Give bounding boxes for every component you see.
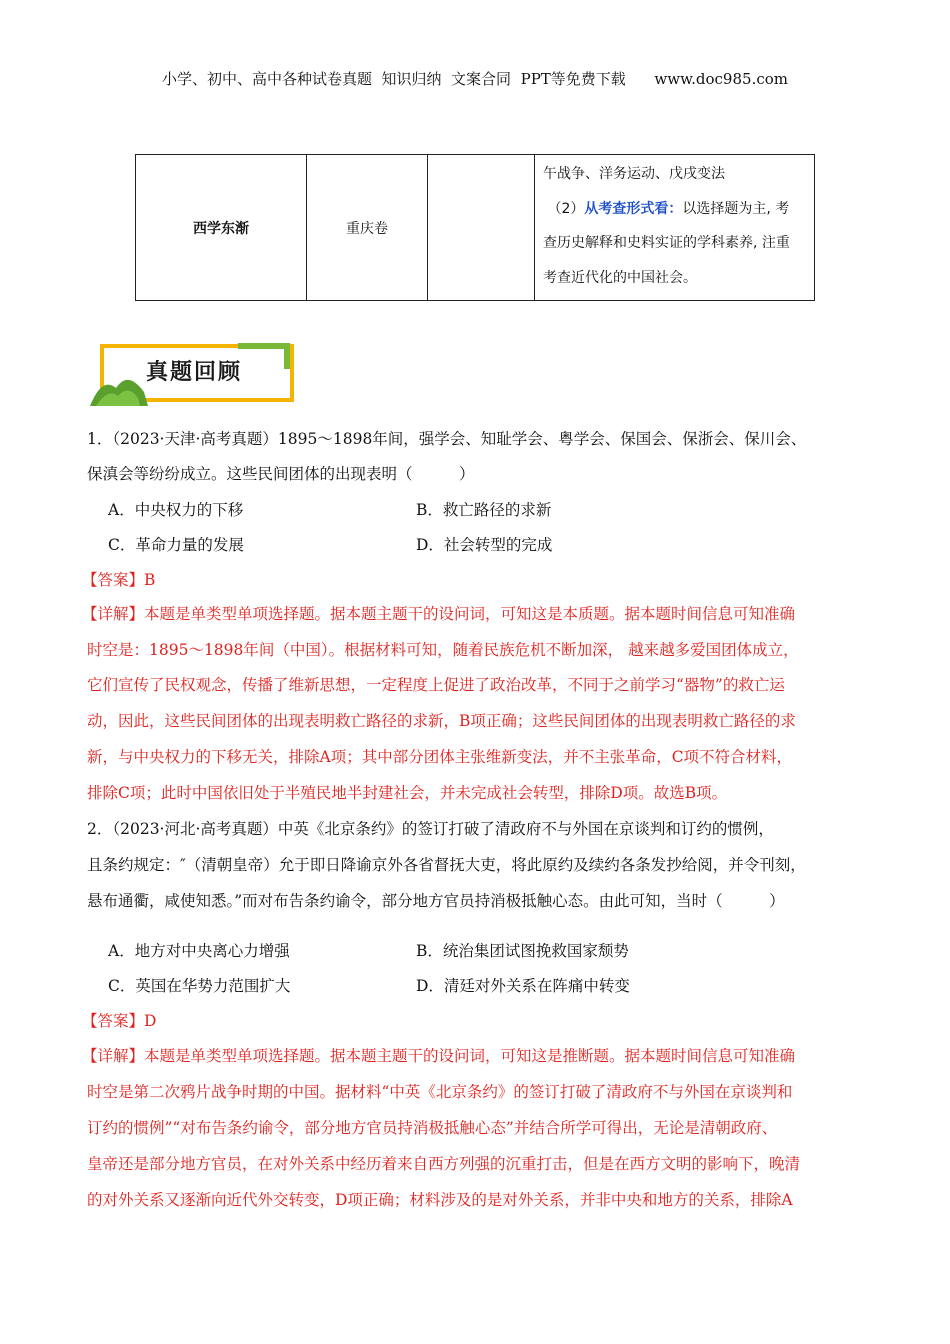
q2-option-c: C．英国在华势力范围扩大: [108, 977, 291, 995]
answer-value: D: [144, 1012, 157, 1030]
explanation-text: 本题是单类型单项选择题。据本题主题干的设问词，可知这是推断题。据本题时间信息可知准确: [144, 1047, 796, 1065]
badge-accent-bar: [238, 343, 284, 349]
q1-explanation-line: 它们宣传了民权观念，传播了维新思想，一定程度上促进了政治改革，不同于之前学习“器物”的救亡运: [87, 676, 785, 694]
answer-label: 【答案】: [82, 571, 145, 589]
desc-line: [543, 192, 806, 227]
q1-option-c: C．革命力量的发展: [108, 536, 244, 554]
q2-answer: [82, 1009, 156, 1031]
answer-label: 【答案】: [82, 1012, 145, 1030]
section-title: 真题回顾: [146, 360, 243, 385]
badge-accent-bar-vertical: [284, 343, 290, 369]
desc-line: 查历史解释和史料实证的学科素养, 注重: [543, 235, 790, 251]
q2-explanation-line: [82, 1044, 795, 1066]
q1-explanation-line: 动，因此，这些民间团体的出现表明救亡路径的求新，B项正确；这些民间团体的出现表明救亡路径的求: [87, 712, 796, 730]
topic-cell: 西学东渐: [136, 155, 307, 301]
table-row: [136, 155, 815, 301]
q1-option-d: D．社会转型的完成: [416, 536, 553, 554]
q2-explanation-line: 时空是第二次鸦片战争时期的中国。据材料“中英《北京条约》的签订打破了清政府不与外国在京谈判和: [87, 1083, 793, 1101]
desc-emphasis: 从考查形式看：: [584, 200, 683, 217]
q1-explanation-line: 新，与中央权力的下移无关，排除A项；其中部分团体主张维新变法，并不主张革命，C项不符合材料，: [87, 748, 793, 766]
q2-option-d: D．清廷对外关系在阵痛中转变: [416, 977, 630, 995]
q2-explanation-line: 皇帝还是部分地方官员，在对外关系中经历着来自西方列强的沉重打击，但是在西方文明的影响下，晚清: [87, 1155, 801, 1173]
explanation-text: 本题是单类型单项选择题。据本题主题干的设问词，可知这是本质题。据本题时间信息可知准确: [144, 605, 796, 623]
q2-option-b: B．统治集团试图挽救国家颓势: [416, 942, 629, 960]
q1-stem-line: 1．（2023·天津·高考真题）1895～1898年间，强学会、知耻学会、粤学会、保国会、保浙会、保川会、: [87, 430, 807, 448]
desc-line: 考查近代化的中国社会。: [543, 269, 697, 286]
q1-option-a: A．中央权力的下移: [108, 501, 244, 519]
overview-table: [135, 154, 815, 301]
q2-option-a: A．地方对中央离心力增强: [108, 942, 290, 960]
empty-cell: [428, 155, 535, 301]
q1-option-b: B．救亡路径的求新: [416, 501, 552, 519]
q2-explanation-line: 订约的惯例”“对布告条约谕令，部分地方官员持消极抵触心态”并结合所学可得出，无论是清朝政府、: [87, 1119, 778, 1137]
desc-rest: 以选择题为主, 考: [682, 200, 790, 217]
q1-explanation-line: [82, 602, 795, 624]
q1-explanation-line: 时空是：1895～1898年间（中国）。根据材料可知，随着民族危机不断加深， 越来越多爱国团体成立，: [87, 641, 799, 659]
q2-stem-line: 且条约规定：″（清朝皇帝）允于即日降谕京外各省督抚大吏，将此原约及续约各条发抄给阅，并令刊刻，: [87, 856, 806, 874]
q2-stem-line: 2．（2023·河北·高考真题）中英《北京条约》的签订打破了清政府不与外国在京谈判和订约的惯例，: [87, 820, 774, 838]
answer-value: B: [144, 571, 156, 589]
desc-prefix: （2）: [547, 200, 585, 217]
q1-answer: [82, 568, 155, 590]
paper-cell: 重庆卷: [307, 155, 428, 301]
description-cell: [535, 155, 815, 301]
q1-stem-line: 保滇会等纷纷成立。这些民间团体的出现表明（ ）: [87, 465, 475, 483]
q2-explanation-line: 的对外关系又逐渐向近代外交转变，D项正确；材料涉及的是对外关系，并非中央和地方的关系，排除A: [87, 1191, 793, 1209]
explanation-label: 【详解】: [82, 605, 145, 623]
q1-explanation-line: 排除C项；此时中国依旧处于半殖民地半封建社会，并未完成社会转型，排除D项。故选B项。: [87, 784, 728, 802]
desc-line: 午战争、洋务运动、戊戌变法: [543, 166, 725, 182]
q2-stem-line: 悬布通衢，咸使知悉。”而对布告条约谕令，部分地方官员持消极抵触心态。由此可知，当时（ ）: [87, 892, 785, 910]
page-header: 小学、初中、高中各种试卷真题 知识归纳 文案合同 PPT等免费下载 www.doc985.com: [161, 70, 788, 88]
explanation-label: 【详解】: [82, 1047, 145, 1065]
